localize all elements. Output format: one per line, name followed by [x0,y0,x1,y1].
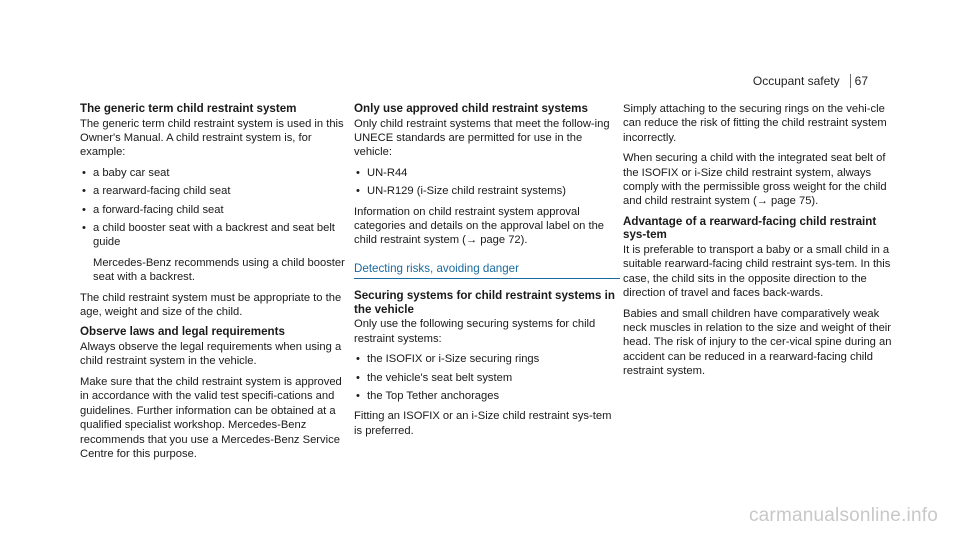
paragraph: Always observe the legal requirements when using a child restraint system in the vehicle. [80,341,342,368]
paragraph: Only child restraint systems that meet the follow-ing UNECE standards are permitted for use in the vehicle: [354,117,610,159]
list-item: • the ISOFIX or i-Size securing rings [354,352,620,366]
column-1 [80,102,346,467]
list-item: • UN-R129 (i-Size child restraint systems) [354,184,620,198]
paragraph: Babies and small children have comparatively weak neck muscles in relation to the size and weight of their head. The risk of injury to the cer-vical spine during an accident can be reduced in a rearward-facing child restraint system. [623,307,892,378]
section-heading-detecting-risks: Detecting risks, avoiding danger [354,262,620,279]
paragraph: The generic term child restraint system is used in this Owner's Manual. A child restraint system is, for example: [80,117,344,159]
paragraph: Make sure that the child restraint system is approved in accordance with the valid test specifi-cations and guidelines. Further information can be obtained at a qualified specialist workshop. Mercedes-Benz recommends that you use a Mercedes-Benz Service Centre for this purpose. [80,375,342,460]
list-item: • a rearward-facing child seat [80,184,346,198]
paragraph: Only use the following securing systems for child restraint systems: [354,318,596,345]
sub-paragraph: Mercedes-Benz recommends using a child booster seat with a backrest. [93,256,345,284]
paragraph: The child restraint system must be appropriate to the age, weight and size of the child. [80,291,342,319]
bullet-list [80,166,346,250]
bullet-list [354,166,620,199]
paragraph: Information on child restraint system approval categories and details on the approval label on the child restraint system (→ page 72). [354,205,605,247]
page-number: 67 [850,74,868,88]
column-2 [354,102,620,444]
list-item: • UN-R44 [354,166,620,180]
list-item: • the Top Tether anchorages [354,389,620,403]
bullet-list [354,352,620,403]
list-item: • a child booster seat with a backrest and seat belt guide [80,221,346,250]
column-3 [623,102,895,385]
heading-securing-systems: Securing systems for child restraint systems in the vehicle [354,289,615,316]
heading-approved-systems: Only use approved child restraint systems [354,102,588,115]
paragraph: It is preferable to transport a baby or a small child in a suitable rearward-facing child restraint sys-tem. In this case, the child sits in the opposite direction to the direction of travel and faces back-wards. [623,244,891,300]
watermark: carmanualsonline.info [748,505,938,526]
list-item: • a forward-facing child seat [80,203,346,217]
paragraph: When securing a child with the integrated seat belt of the ISOFIX or i-Size child restraint system, always comply with the permissible gross weight for the child and child restraint system (→ page 75). [623,152,887,208]
list-item: • a baby car seat [80,166,346,180]
paragraph: Fitting an ISOFIX or an i-Size child restraint sys-tem is preferred. [354,410,612,437]
list-item: • the vehicle's seat belt system [354,371,620,385]
heading-legal-requirements: Observe laws and legal requirements [80,325,285,339]
paragraph: Simply attaching to the securing rings on the vehi-cle can reduce the risk of fitting the child restraint system incorrectly. [623,103,887,144]
section-title: Occupant safety [752,74,840,88]
heading-rearward-facing: Advantage of a rearward-facing child restraint sys-tem [623,214,877,242]
heading-generic-term: The generic term child restraint system [80,102,297,115]
page-header [753,74,868,88]
